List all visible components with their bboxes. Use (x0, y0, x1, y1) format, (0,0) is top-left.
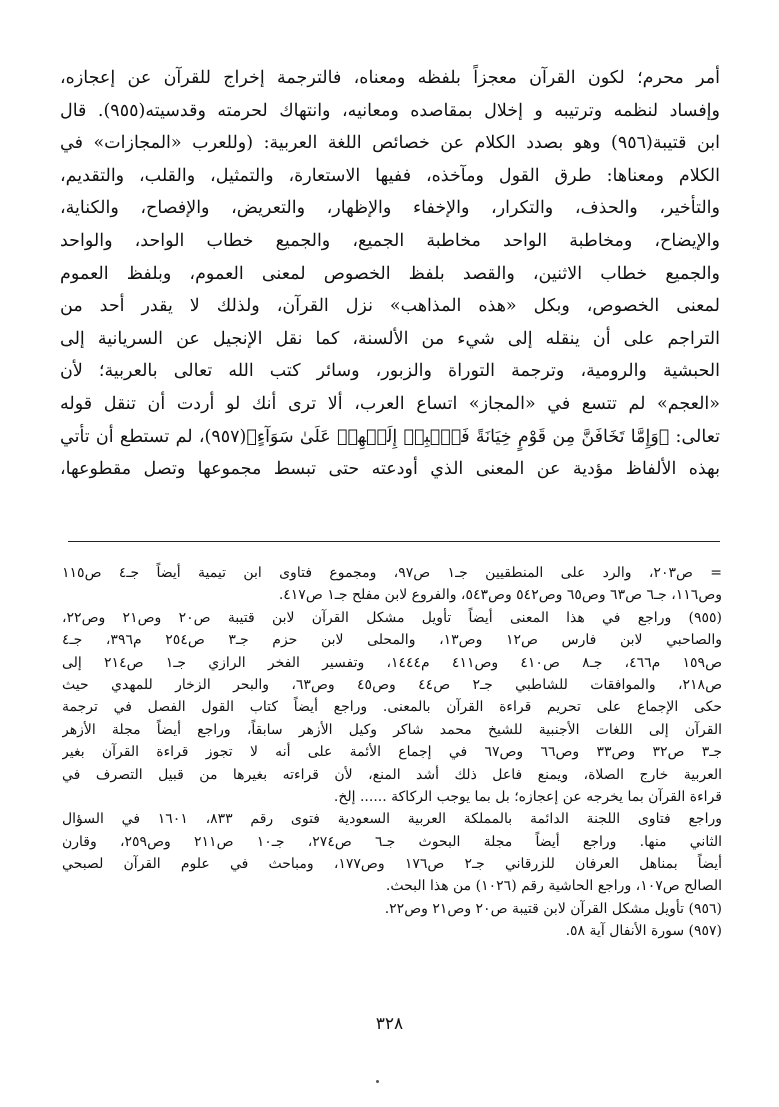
footnote-line: الثاني منها. وراجع أيضاً مجلة البحوث جـ٦ ص٢٧٤، جـ١٠ ص٢١١ وص٢٥٩، وقارن (62, 833, 722, 850)
footnote-divider (68, 541, 720, 542)
body-line: الكلام ومعناها: طرق القول ومآخذه، ففيها الاستعارة، والتمثيل، والقلب، والتقديم، (60, 165, 720, 186)
body-line: التراجم على أن ينقله إلى شيء من الألسنة، كما نقل الإنجيل عن السريانية إلى (60, 328, 720, 349)
body-line: «العجم» لم تتسع في «المجاز» اتساع العرب، ألا ترى أنك لو أردت أن تنقل قوله (60, 393, 720, 414)
footnote-line: والصاحبي لابن فارس ص١٢ وص١٣، والمحلى لابن حزم جـ٣ ص٢٥٤ م٣٩٦، جـ٤ (62, 632, 722, 649)
body-line-quran-verse: تعالى: ﴿وَإِمَّا تَخَافَنَّ مِن قَوْمٍ خِيَانَةً فَٱنۢبِذۡ إِلَيۡهِمۡ عَلَىٰ سَوَآءٍ﴾(٩٥٧)، لم تستطع أن تأتي (60, 426, 720, 447)
page-number: ٣٢٨ (375, 1014, 404, 1034)
footnote-line: حكى الإجماع على تحريم قراءة القرآن بالمعنى. وراجع أيضاً كتاب القول الفصل في ترجمة (62, 699, 722, 716)
footnote-line: وراجع فتاوى اللجنة الدائمة بالمملكة العربية السعودية فتوى رقم ٨٣٣، ١٦٠١ في السؤال (62, 811, 722, 828)
body-line: وإفساد لنظمه وترتيبه و إخلال بمقاصده ومعانيه، وانتهاك لحرمته وقدسيته(٩٥٥). قال (60, 100, 720, 121)
footnote-line: وص١١٦، جـ٦ ص٦٣ وص٦٥ وص٥٤٢ وص٥٤٣، والفروع لابن مفلح جـ١ ص٤١٧. (278, 587, 722, 604)
footnote-957: (٩٥٧) سورة الأنفال آية ٥٨. (565, 923, 722, 940)
footnote-line: القرآن إلى اللغات الأجنبية للشيخ محمد شاكر وكيل الأزهر سابقاً، وراجع أيضاً مجلة الأزهر (62, 721, 722, 738)
footnote-955: (٩٥٥) وراجع في هذا المعنى أيضاً تأويل مشكل القرآن لابن قتيبة ص٢٠ وص٢١ وص٢٢، (62, 609, 722, 626)
body-line: والتأخير، والحذف، والتكرار، والإخفاء والإظهار، والتعريض، والإفصاح، والكناية، (60, 198, 720, 219)
body-line: أمر محرم؛ لكون القرآن معجزاً بلفظه ومعناه، فالترجمة إخراج للقرآن عن إعجازه، (60, 68, 720, 88)
body-line: بهذه الألفاظ مؤدية عن المعنى الذي أودعته حتى تبسط مجموعها وتصل مقطوعها، (60, 459, 720, 480)
main-text (60, 62, 720, 486)
footnote-line: جـ٣ ص٣٢ وص٣٣ وص٦٦ وص٦٧ في إجماع الأئمة على أنه لا تجوز قراءة القرآن بغير (62, 744, 722, 761)
body-line: الحبشية والرومية، وترجمة التوراة والزبور، وسائر كتب الله تعالى بالعربية؛ لأن (60, 361, 720, 382)
body-line: لمعنى الخصوص، وبكل «هذه المذاهب» نزل القرآن، ولذلك لا يقدر أحد من (60, 296, 720, 317)
footnote-line: = ص٢٠٣، والرد على المنطقيين جـ١ ص٩٧، ومجموع فتاوى ابن تيمية أيضاً جـ٤ ص١١٥ (62, 565, 722, 581)
footnotes (62, 562, 722, 943)
footnote-line: ص١٥٩ م٤٦٦، جـ٨ ص٤١٠ وص٤١١ م١٤٤٤، وتفسير الفخر الرازي جـ١ ص٢١٤ إلى (62, 654, 722, 671)
footnote-line: ص٢١٨، والموافقات للشاطبي جـ٢ ص٤٤ وص٤٥ وص٦٣، والبحر الزخار للمهدي حيث (62, 676, 722, 693)
footnote-line: أيضاً بمناهل العرفان للزرقاني جـ٢ ص١٧٦ وص١٧٧، ومباحث في علوم القرآن لصبحي (62, 856, 722, 873)
body-line: ابن قتيبة(٩٥٦) وهو بصدد الكلام عن خصائص اللغة العربية: (وللعرب «المجازات» في (60, 133, 720, 154)
scan-dot (376, 1080, 379, 1083)
footnote-line: قراءة القرآن بما يخرجه عن إعجازه؛ بل بما يوجب الركاكة ...... إلخ. (333, 788, 722, 805)
footnote-956: (٩٥٦) تأويل مشكل القرآن لابن قتيبة ص٢٠ وص٢١ وص٢٢. (384, 900, 722, 917)
body-line: والجميع خطاب الاثنين، والقصد بلفظ الخصوص لمعنى العموم، وبلفظ العموم (60, 263, 720, 284)
footnote-line: العربية خارج الصلاة، ويمنع فاعل ذلك أشد المنع، لأن قراءته بغيرها من قبيل التصرف في (62, 766, 722, 783)
footnote-line: الصالح ص١٠٧، وراجع الحاشية رقم (١٠٢٦) من هذا البحث. (385, 878, 722, 895)
body-line: والإيضاح، ومخاطبة الواحد مخاطبة الجميع، والجميع خطاب الواحد، والواحد (60, 230, 720, 251)
